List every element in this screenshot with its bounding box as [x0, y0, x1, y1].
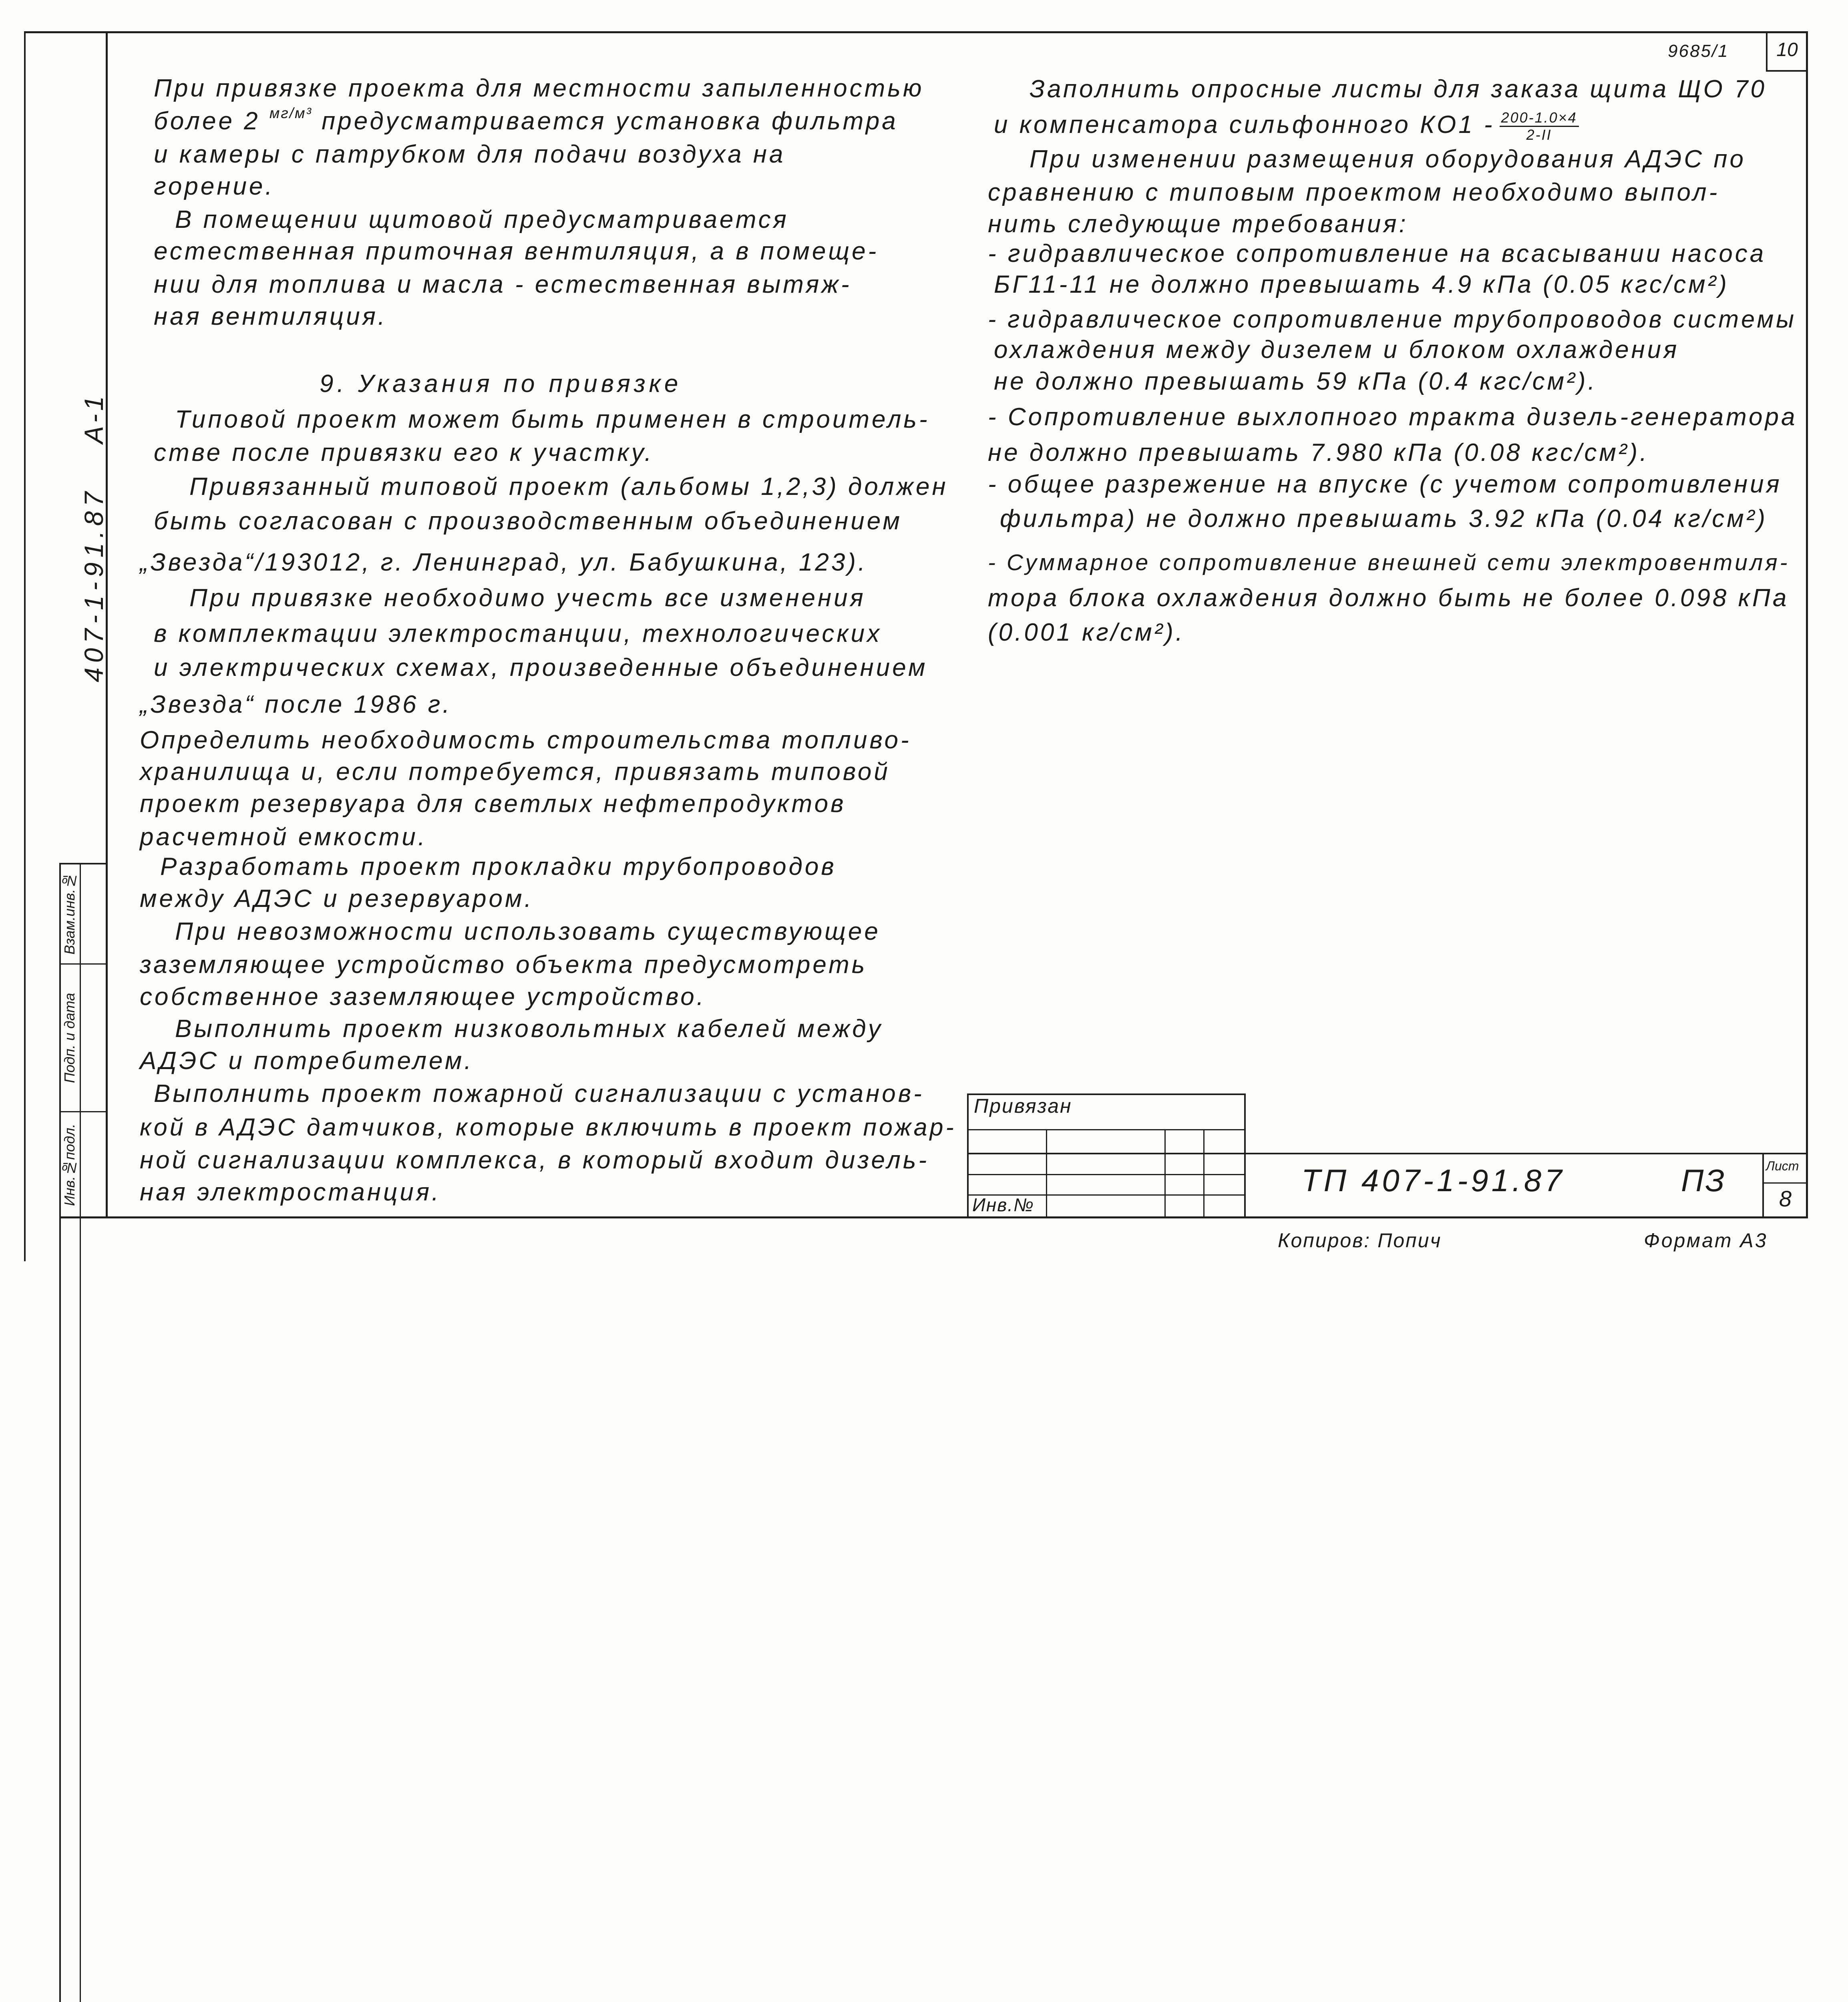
sheet-code: 9685/1 — [1668, 41, 1729, 61]
sheet-box-divider — [1762, 1182, 1808, 1184]
text-line: ная вентиляция. — [154, 303, 388, 330]
sheet-box-left — [1762, 1153, 1764, 1218]
text-line: расчетной емкости. — [140, 823, 428, 851]
scan-outer-left-line — [24, 31, 26, 1261]
text-line: естественная приточная вентиляция, а в помеще- — [154, 237, 879, 265]
side-stamp-inner-divider — [80, 863, 81, 2002]
sheet-label: Лист — [1766, 1159, 1799, 1173]
frame-right-border — [1806, 31, 1808, 1218]
text-line: Определить необходимость строительства топливо- — [140, 726, 911, 754]
privyazan-col-line — [1164, 1129, 1166, 1218]
text-fragment: более 2 — [154, 107, 260, 135]
text-line: охлаждения между дизелем и блоком охлаждения — [994, 336, 1679, 364]
text-line: проект резервуара для светлых нефтепродуктов — [140, 790, 846, 818]
side-doc-code: 407-1-91.87 — [79, 487, 109, 682]
unit-superscript: мг/м³ — [269, 105, 312, 122]
text-line: Выполнить проект пожарной сигнализации с установ- — [154, 1080, 924, 1108]
text-line: кой в АДЭС датчиков, которые включить в проект пожар- — [140, 1114, 956, 1141]
text-line: между АДЭС и резервуаром. — [140, 885, 534, 913]
compensator-fraction — [1500, 110, 1579, 143]
title-block-main-line — [967, 1153, 1808, 1154]
text-line: При привязке необходимо учесть все изменения — [189, 584, 866, 612]
text-line: нии для топлива и масла - естественная вытяж- — [154, 271, 852, 298]
text-line: Заполнить опросные листы для заказа щита ЩО 70 — [1030, 75, 1767, 103]
text-line: При привязке проекта для местности запыленностью — [154, 74, 924, 102]
text-fragment: и компенсатора сильфонного КО1 - — [994, 111, 1495, 139]
document-designation: ТП 407-1-91.87 — [1301, 1163, 1565, 1198]
corner-box-left — [1766, 31, 1768, 71]
text-line: и камеры с патрубком для подачи воздуха на — [154, 141, 786, 168]
text-line: - общее разрежение на впуске (с учетом сопротивления — [988, 470, 1782, 498]
privyazan-label: Привязан — [974, 1095, 1072, 1117]
text-line: в комплектации электростанции, технологических — [154, 620, 882, 647]
sheet-number: 8 — [1779, 1186, 1792, 1211]
sheet-format: Формат А3 — [1644, 1229, 1768, 1252]
text-line: быть согласован с производственным объединением — [154, 507, 902, 535]
text-line: „Звезда“ после 1986 г. — [140, 691, 452, 718]
text-line: сравнению с типовым проектом необходимо выпол- — [988, 179, 1720, 206]
side-stamp-row-divider — [59, 1111, 107, 1112]
text-line: ная электростанция. — [140, 1178, 441, 1206]
text-line: - гидравлическое сопротивление на всасывании насоса — [988, 240, 1766, 267]
stamp-label-vzam-inv: Взам.инв.№ — [61, 872, 78, 955]
text-line: собственное заземляющее устройство. — [140, 983, 706, 1011]
stamp-label-inv-podl: Инв.№подл. — [61, 1124, 78, 1206]
text-line: - Сопротивление выхлопного тракта дизель-генератора — [988, 403, 1798, 431]
text-line — [994, 106, 1798, 144]
fraction-numerator: 200-1.0×4 — [1500, 110, 1579, 127]
side-stamp-top — [59, 863, 107, 864]
text-line: тора блока охлаждения должно быть не более 0.098 кПа — [988, 584, 1789, 612]
section-heading: 9. Указания по привязке — [320, 370, 682, 398]
text-line: и электрических схемах, произведенные объединением — [154, 654, 928, 681]
copied-by: Копиров: Попич — [1278, 1229, 1442, 1252]
privyazan-box-left — [967, 1093, 969, 1218]
text-line: хранилища и, если потребуется, привязать типовой — [140, 758, 890, 786]
text-line: В помещении щитовой предусматривается — [175, 206, 789, 233]
text-line — [154, 107, 967, 136]
text-line: не должно превышать 59 кПа (0.4 кгс/см²). — [994, 368, 1597, 395]
text-line: стве после привязки его к участку. — [154, 439, 654, 466]
side-stamp-row-divider — [59, 963, 107, 965]
privyazan-col-line — [1046, 1129, 1047, 1218]
inv-number-label: Инв.№ — [972, 1194, 1034, 1215]
text-line: Разработать проект прокладки трубопроводов — [160, 853, 837, 880]
text-line: горение. — [154, 173, 275, 200]
text-line: - гидравлическое сопротивление трубопроводов системы — [988, 306, 1797, 333]
text-line: ной сигнализации комплекса, в который входит дизель- — [140, 1146, 929, 1174]
text-line: „Звезда“/193012, г. Ленинград, ул. Бабушкина, 123). — [140, 549, 868, 576]
text-line: БГ11-11 не должно превышать 4.9 кПа (0.05 кгс/см²) — [994, 271, 1729, 298]
text-line: Выполнить проект низковольтных кабелей между — [175, 1015, 883, 1043]
fraction-denominator: 2-II — [1526, 127, 1552, 143]
text-line: заземляющее устройство объекта предусмотреть — [140, 951, 867, 979]
document-type: ПЗ — [1681, 1163, 1726, 1198]
text-line: Типовой проект может быть применен в строитель- — [175, 406, 930, 433]
text-line: (0.001 кг/см²). — [988, 619, 1185, 646]
frame-top-border — [24, 31, 1808, 33]
side-album-code: А-1 — [79, 393, 109, 444]
privyazan-col-line — [1203, 1129, 1205, 1218]
stamp-label-podp-data: Подп. и дата — [61, 993, 78, 1083]
text-line: Привязанный типовой проект (альбомы 1,2,3) должен — [189, 473, 948, 500]
privyazan-box-right — [1244, 1093, 1246, 1218]
text-line: - Суммарное сопротивление внешней сети электровентиля- — [988, 550, 1790, 575]
text-line: АДЭС и потребителем. — [140, 1047, 474, 1075]
corner-sheet-number: 10 — [1776, 39, 1798, 60]
text-line: не должно превышать 7.980 кПа (0.08 кгс/см²). — [988, 439, 1649, 466]
text-line: При невозможности использовать существующее — [175, 918, 881, 945]
text-line: При изменении размещения оборудования АДЭС по — [1030, 145, 1746, 173]
text-fragment: предусматривается установка фильтра — [322, 107, 898, 135]
text-line: фильтра) не должно превышать 3.92 кПа (0.04 кг/см²) — [1000, 505, 1768, 533]
frame-bottom-border — [59, 1216, 1808, 1218]
side-stamp-left — [59, 863, 61, 2002]
corner-box-bottom — [1766, 70, 1808, 72]
text-line: нить следующие требования: — [988, 210, 1408, 238]
